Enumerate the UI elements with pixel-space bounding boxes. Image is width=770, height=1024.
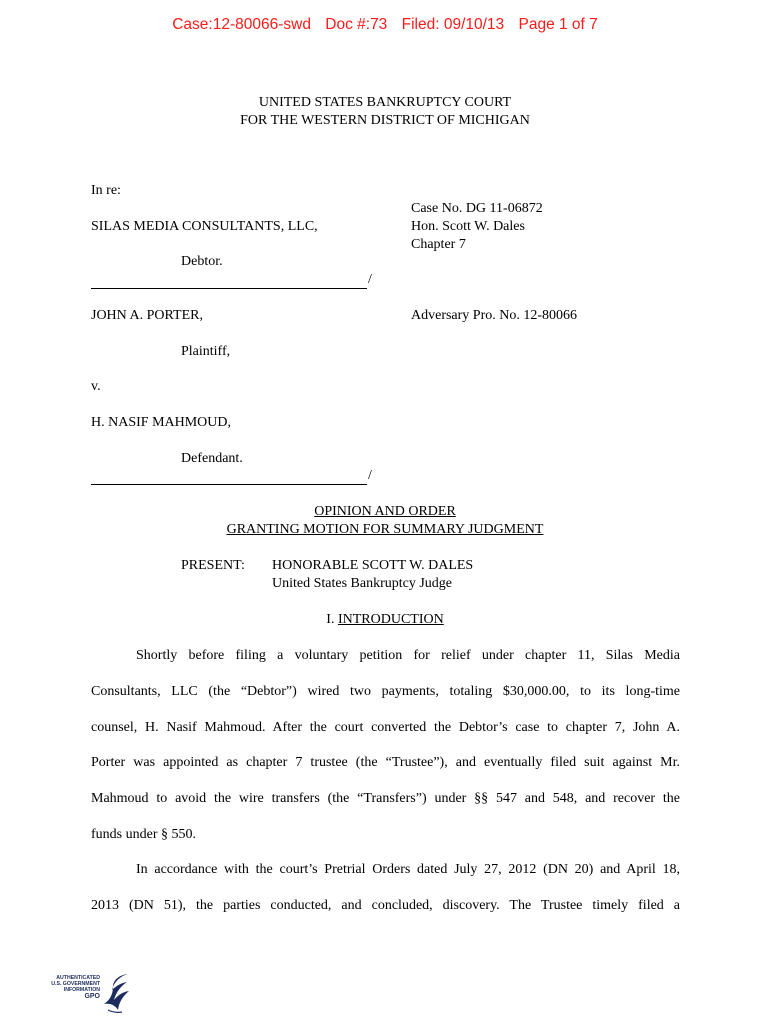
gpo-line-1: AUTHENTICATED [56, 975, 100, 981]
body-line-5: Mahmoud to avoid the wire transfers (the “Transfers”) under §§ 547 and 548, and recover the [91, 791, 680, 806]
section-title: INTRODUCTION [337, 612, 444, 627]
gpo-eagle-icon [98, 970, 134, 1016]
case-number: Case No. DG 11-06872 [411, 201, 543, 216]
body-line-6: funds under § 550. [91, 827, 196, 842]
versus: v. [91, 379, 101, 394]
section-number: I. [326, 612, 338, 627]
caption-divider-bottom-slash: / [368, 468, 372, 483]
doc-number-stamp: Doc #:73 [325, 16, 388, 33]
in-re-label: In re: [91, 183, 121, 198]
caption-divider-bottom [91, 484, 367, 485]
defendant-name: H. NASIF MAHMOUD, [91, 415, 232, 430]
body-line-2: Consultants, LLC (the “Debtor”) wired two payments, totaling $30,000.00, to its long-time [91, 684, 680, 699]
debtor-name: SILAS MEDIA CONSULTANTS, LLC, [91, 219, 318, 234]
body-line-7: In accordance with the court’s Pretrial Orders dated July 27, 2012 (DN 20) and April 18, [136, 862, 680, 877]
gpo-line-2: U.S. GOVERNMENT [51, 981, 100, 987]
section-heading [0, 612, 770, 628]
body-line-1: Shortly before filing a voluntary petition for relief under chapter 11, Silas Media [136, 648, 680, 663]
chapter: Chapter 7 [411, 237, 466, 252]
gpo-seal-text [44, 975, 100, 1000]
judge-name: Hon. Scott W. Dales [411, 219, 525, 234]
defendant-label: Defendant. [181, 451, 243, 466]
opinion-subtitle: GRANTING MOTION FOR SUMMARY JUDGMENT [226, 522, 544, 537]
body-line-3: counsel, H. Nasif Mahmoud. After the court converted the Debtor’s case to chapter 7, John A. [91, 720, 680, 735]
gpo-line-4: GPO [84, 993, 100, 1000]
page-count-stamp: Page 1 of 7 [518, 16, 598, 33]
body-line-8: 2013 (DN 51), the parties conducted, and concluded, discovery. The Trustee timely filed a [91, 898, 680, 913]
filing-stamp [0, 16, 770, 34]
court-district: FOR THE WESTERN DISTRICT OF MICHIGAN [240, 113, 530, 128]
present-label: PRESENT: [181, 558, 245, 573]
body-line-4: Porter was appointed as chapter 7 trustee (the “Trustee”), and eventually filed suit against Mr. [91, 755, 680, 770]
plaintiff-name: JOHN A. PORTER, [91, 308, 203, 323]
adversary-number: Adversary Pro. No. 12-80066 [411, 308, 578, 323]
gpo-line-3: INFORMATION [63, 987, 100, 993]
caption-divider [91, 288, 367, 289]
presiding-judge: HONORABLE SCOTT W. DALES [272, 558, 474, 573]
debtor-label: Debtor. [181, 254, 223, 269]
opinion-title: OPINION AND ORDER [314, 504, 456, 519]
case-number-stamp: Case:12-80066-swd [172, 16, 311, 33]
court-name: UNITED STATES BANKRUPTCY COURT [258, 95, 512, 110]
caption-divider-slash: / [368, 272, 372, 287]
filed-date-stamp: Filed: 09/10/13 [401, 16, 505, 33]
plaintiff-label: Plaintiff, [181, 344, 231, 359]
gpo-authentication-seal [44, 970, 134, 1016]
presiding-judge-title: United States Bankruptcy Judge [272, 576, 453, 591]
